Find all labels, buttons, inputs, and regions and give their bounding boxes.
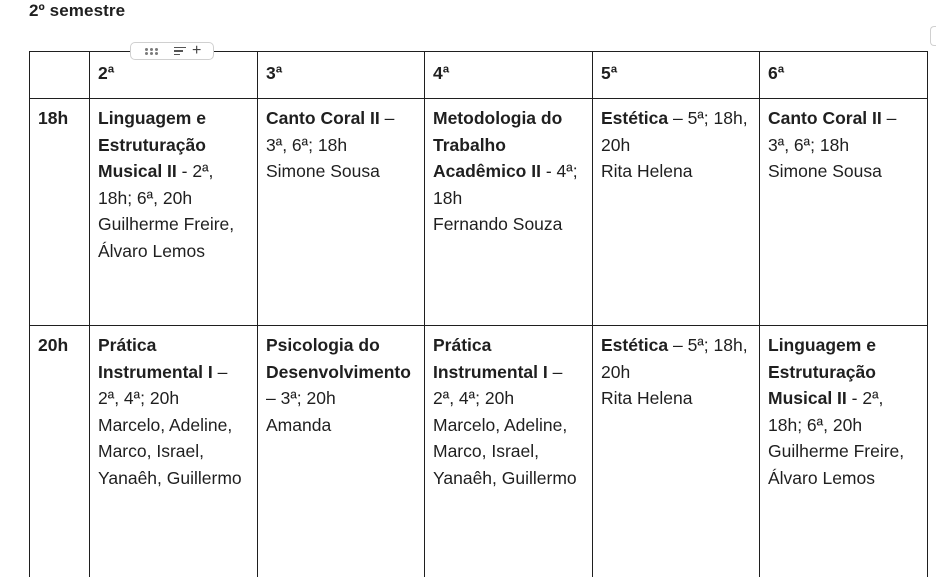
course-name: Psicologia do Desenvolvimento — [266, 335, 411, 382]
course-name: Linguagem e Estruturação Musical II — [98, 108, 206, 181]
table-cell[interactable] — [258, 99, 425, 326]
course-name: Prática Instrumental I — [433, 335, 548, 382]
side-handle[interactable] — [930, 26, 936, 46]
course-name: Metodologia do Trabalho Acadêmico II — [433, 108, 563, 181]
course-details: - 4ª; 18h — [433, 161, 578, 208]
teacher-names: Marcelo, Adeline, Marco, Israel, Yanaêh, Guillermo — [433, 414, 577, 488]
table-toolbar — [130, 42, 214, 60]
drag-handle-icon[interactable] — [145, 48, 158, 55]
table-cell[interactable] — [90, 326, 258, 577]
teacher-names: Fernando Souza — [433, 214, 563, 234]
table-cell[interactable] — [425, 99, 593, 326]
course-details: – 5ª; 18h, 20h — [601, 335, 748, 382]
teacher-names: Amanda — [266, 414, 332, 435]
teacher-names: Simone Sousa — [768, 161, 882, 181]
course-name: Estética — [601, 335, 669, 355]
course-name: Canto Coral II — [266, 108, 380, 128]
teacher-names: Guilherme Freire, Álvaro Lemos — [768, 441, 905, 488]
table-cell[interactable] — [425, 326, 593, 577]
course-details: – 3ª, 6ª; 18h — [266, 108, 395, 155]
table-cell[interactable] — [593, 326, 760, 577]
table-cell[interactable] — [593, 99, 760, 326]
course-name: Canto Coral II — [768, 108, 882, 128]
course-name: Linguagem e Estruturação Musical II — [768, 335, 876, 408]
course-details: – 3ª, 6ª; 18h — [768, 108, 897, 155]
teacher-names: Marcelo, Adeline, Marco, Israel, Yanaêh, Guillermo — [98, 414, 242, 488]
table-cell[interactable] — [760, 326, 928, 577]
header-cell-time[interactable] — [30, 52, 90, 99]
table-cell[interactable] — [90, 99, 258, 326]
page-title: 2º semestre — [29, 1, 126, 20]
course-name: Estética — [601, 108, 669, 128]
header-cell-friday[interactable]: 6ª — [760, 52, 928, 99]
course-details: - 2ª, 18h; 6ª, 20h — [98, 161, 214, 208]
header-cell-thursday[interactable]: 5ª — [593, 52, 760, 99]
course-details: – 3ª; 20h — [266, 388, 336, 408]
course-details: - 2ª, 18h; 6ª, 20h — [768, 388, 884, 435]
add-icon[interactable]: + — [192, 42, 202, 59]
table-cell[interactable] — [760, 99, 928, 326]
header-cell-tuesday[interactable]: 3ª — [258, 52, 425, 99]
course-details: – 5ª; 18h, 20h — [601, 108, 748, 155]
header-cell-monday[interactable]: 2ª — [90, 52, 258, 99]
course-details: – 2ª, 4ª; 20h — [98, 361, 228, 408]
teacher-names: Rita Helena — [601, 161, 693, 181]
teacher-names: Rita Helena — [601, 388, 693, 408]
teacher-names: Guilherme Freire, Álvaro Lemos — [98, 214, 235, 261]
course-details: – 2ª, 4ª; 20h — [433, 361, 563, 408]
time-cell[interactable]: 18h — [30, 99, 90, 326]
schedule-table — [29, 51, 928, 577]
header-cell-wednesday[interactable]: 4ª — [425, 52, 593, 99]
table-row — [30, 99, 928, 326]
sort-icon[interactable] — [174, 47, 186, 56]
time-cell[interactable]: 20h — [30, 326, 90, 577]
teacher-names: Simone Sousa — [266, 161, 380, 181]
table-row — [30, 326, 928, 577]
table-cell[interactable] — [258, 326, 425, 577]
course-name: Prática Instrumental I — [98, 335, 213, 382]
